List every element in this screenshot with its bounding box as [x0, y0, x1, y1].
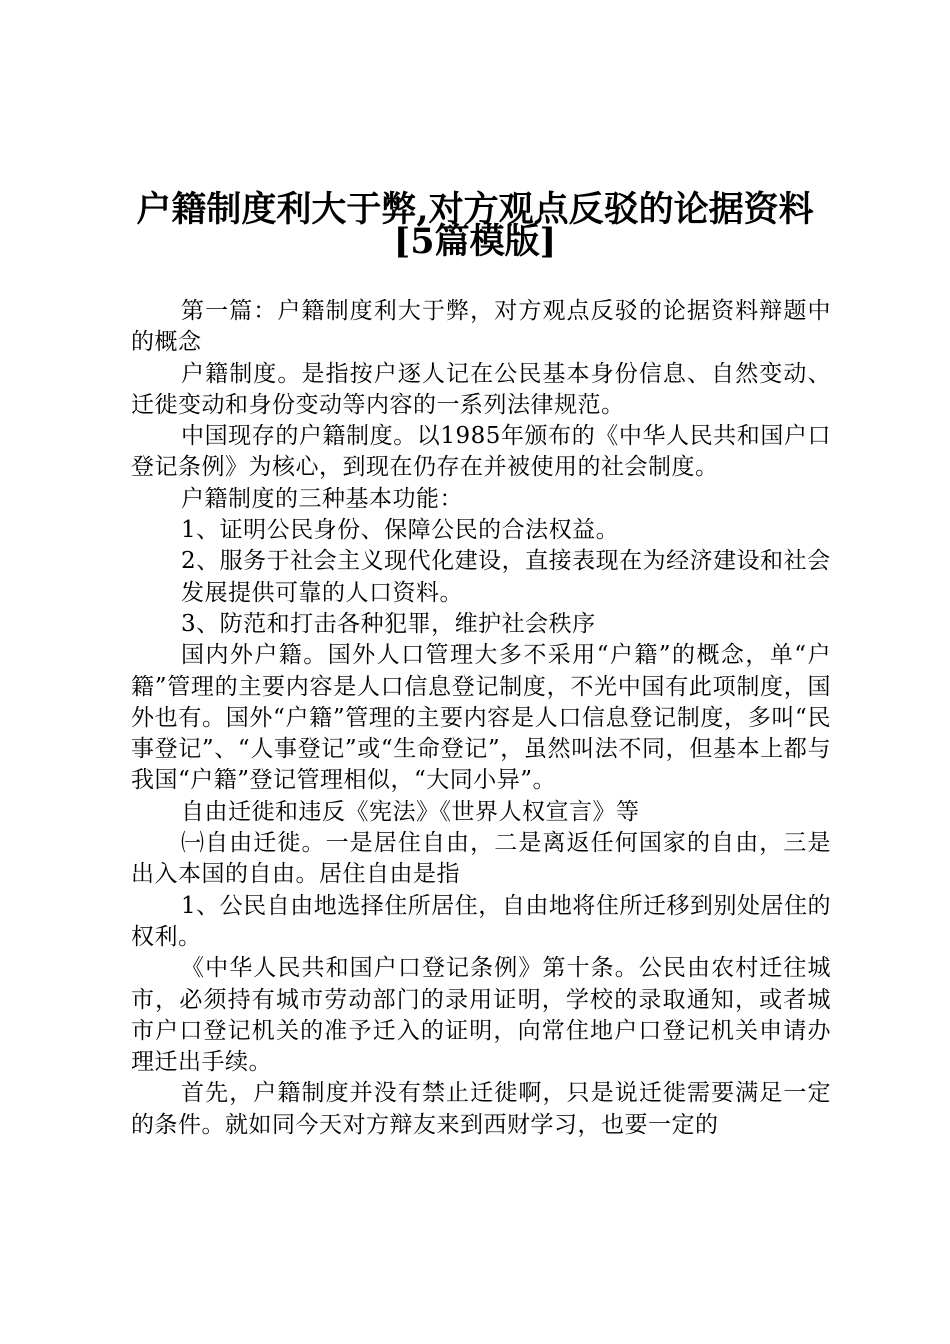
paragraph: 国内外户籍。国外人口管理大多不采用“户籍”的概念，单“户籍”管理的主要内容是人口信息登记制度，不光中国有此项制度，国外也有。国外“户籍”管理的主要内容是人口信息登记制度，多叫“民事登记”、“人事登记”或“生命登记”，虽然叫法不同，但基本上都与我国“户籍”登记管理相似，“大同小异”。 [131, 642, 831, 794]
paragraph: 发展提供可靠的人口资料。 [181, 579, 463, 606]
paragraph: 2、服务于社会主义现代化建设，直接表现在为经济建设和社会 [181, 548, 831, 575]
paragraph: 3、防范和打击各种犯罪，维护社会秩序 [181, 610, 596, 637]
paragraph: 户籍制度的三种基本功能： [181, 485, 463, 512]
paragraph: ㈠自由迁徙。一是居住自由，二是离返任何国家的自由，三是出入本国的自由。居住自由是指 [131, 830, 831, 888]
paragraph: 1、证明公民身份、保障公民的合法权益。 [181, 517, 620, 544]
paragraph: 1、公民自由地选择住所居住，自由地将住所迁移到别处居住的权利。 [131, 892, 831, 950]
paragraph: 户籍制度。是指按户逐人记在公民基本身份信息、自然变动、迁徙变动和身份变动等内容的一系列法律规范。 [131, 360, 831, 418]
paragraph: 自由迁徙和违反《宪法》《世界人权宣言》等 [181, 798, 640, 825]
document-body [131, 296, 831, 1141]
paragraph: 第一篇：户籍制度利大于弊，对方观点反驳的论据资料辩题中的概念 [131, 298, 831, 356]
paragraph: 《中华人民共和国户口登记条例》第十条。公民由农村迁往城市，必须持有城市劳动部门的录用证明，学校的录取通知，或者城市户口登记机关的准予迁入的证明，向常住地户口登记机关申请办理迁出手续。 [131, 955, 831, 1076]
paragraph: 首先，户籍制度并没有禁止迁徙啊，只是说迁徙需要满足一定的条件。就如同今天对方辩友来到西财学习，也要一定的 [131, 1080, 831, 1138]
document-title-line-1: 户籍制度利大于弊,对方观点反驳的论据资料 [136, 189, 814, 230]
paragraph: 中国现存的户籍制度。以1985年颁布的《中华人民共和国户口登记条例》为核心，到现在仍存在并被使用的社会制度。 [131, 423, 831, 481]
document-title-line-2: [5篇模版] [393, 221, 557, 262]
